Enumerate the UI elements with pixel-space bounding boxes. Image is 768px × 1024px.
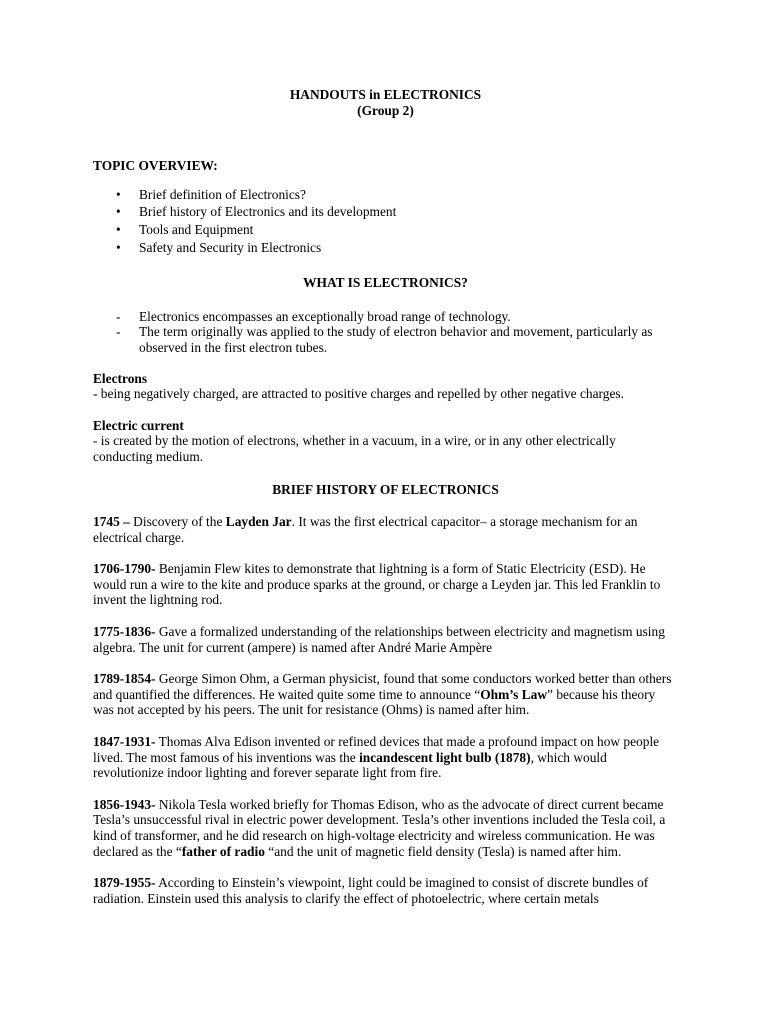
history-entry (93, 734, 678, 781)
definition-text: - being negatively charged, are attracted to positive charges and repelled by other negative charges. (93, 386, 624, 402)
history-text: . It was the first electrical capacitor– a storage mechanism for an electrical charge. (93, 514, 638, 545)
history-year: 1879-1955- (93, 875, 156, 891)
history-year: 1706-1790- (93, 561, 156, 577)
list-item: - The term originally was applied to the study of electron behavior and movement, particularly as observed in the first electron tubes. (116, 324, 653, 355)
dash-marker: - (116, 324, 121, 340)
definition-text: - is created by the motion of electrons, whether in a vacuum, in a wire, or in any other electrically conducting medium. (93, 433, 616, 464)
list-item: • Tools and Equipment (116, 221, 254, 237)
history-emphasis: father of radio (181, 843, 265, 859)
definition-electric-current (93, 418, 678, 465)
bullet-icon: • (116, 204, 121, 220)
history-text: ” because his theory was not accepted by his peers. The unit for resistance (Ohms) is named after him. (93, 686, 656, 718)
history-entry (93, 797, 678, 859)
history-text: Nikola Tesla worked briefly for Thomas Edison, who as the advocate of direct current became Tesla’s unsuccessful rival in electric power development. Tesla’s other inventions included the Tesla coil, a kind of transformer, and he did research on high-voltage electricity and wireless communication. He was declared as the “ (93, 796, 666, 859)
history-entry (93, 514, 678, 545)
history-entry (93, 671, 678, 718)
bullet-icon: • (116, 221, 121, 237)
topic-overview-list (93, 186, 678, 256)
bullet-icon: • (116, 239, 121, 255)
definition-electrons (93, 371, 678, 402)
list-item: • Brief definition of Electronics? (116, 186, 306, 202)
list-item: - Electronics encompasses an exceptionally broad range of technology. (116, 308, 511, 324)
bullet-icon: • (116, 186, 121, 202)
history-entry (93, 561, 678, 608)
history-text: Benjamin Flew kites to demonstrate that lightning is a form of Static Electricity (ESD). He would run a wire to the kite and produce sparks at the ground, or charge a Leyden jar. This led Franklin to invent the lightning rod. (93, 561, 661, 608)
what-is-electronics-heading: WHAT IS ELECTRONICS? (303, 275, 468, 291)
history-text: According to Einstein’s viewpoint, light could be imagined to consist of discrete bundles of radiation. Einstein used this analysis to clarify the effect of photoelectric, where certain metals (93, 875, 649, 906)
history-year: 1856-1943- (93, 796, 156, 812)
history-emphasis: Layden Jar (225, 514, 292, 530)
history-entries (93, 514, 678, 906)
document-title: HANDOUTS in ELECTRONICS (289, 87, 482, 102)
history-entry (93, 875, 678, 906)
history-text: Gave a formalized understanding of the relationships between electricity and magnetism using algebra. The unit for current (ampere) is named after André Marie Ampère (93, 624, 665, 655)
definition-term: Electric current (93, 417, 184, 433)
history-text: Discovery of the (129, 514, 226, 530)
document-page (93, 87, 678, 922)
document-subtitle: (Group 2) (357, 102, 414, 118)
dash-marker: - (116, 308, 121, 324)
list-item: • Brief history of Electronics and its development (116, 204, 397, 220)
title-block (93, 87, 678, 118)
history-text: “and the unit of magnetic field density (Tesla) is named after him. (264, 843, 622, 859)
history-entry (93, 624, 678, 655)
history-text: Thomas Alva Edison invented or refined devices that made a profound impact on how people lived. The most famous of his inventions was the (93, 734, 660, 765)
history-year: 1775-1836- (93, 624, 156, 640)
topic-overview-heading: TOPIC OVERVIEW: (93, 158, 218, 174)
history-year: 1789-1854- (93, 671, 156, 687)
history-year: 1847-1931- (93, 734, 156, 750)
brief-history-heading: BRIEF HISTORY OF ELECTRONICS (272, 481, 499, 497)
history-emphasis: Ohm’s Law (480, 686, 548, 702)
list-item: • Safety and Security in Electronics (116, 239, 322, 255)
what-is-electronics-list (93, 309, 678, 356)
history-text: , which would revolutionize indoor lighting and forever separate light from fire. (93, 749, 607, 781)
history-year: 1745 – (93, 514, 130, 530)
history-text: George Simon Ohm, a German physicist, found that some conductors worked better than others and quantified the differences. He waited quite some time to announce “ (93, 671, 672, 702)
history-emphasis: incandescent light bulb (1878) (359, 749, 531, 765)
definition-term: Electrons (93, 370, 148, 386)
